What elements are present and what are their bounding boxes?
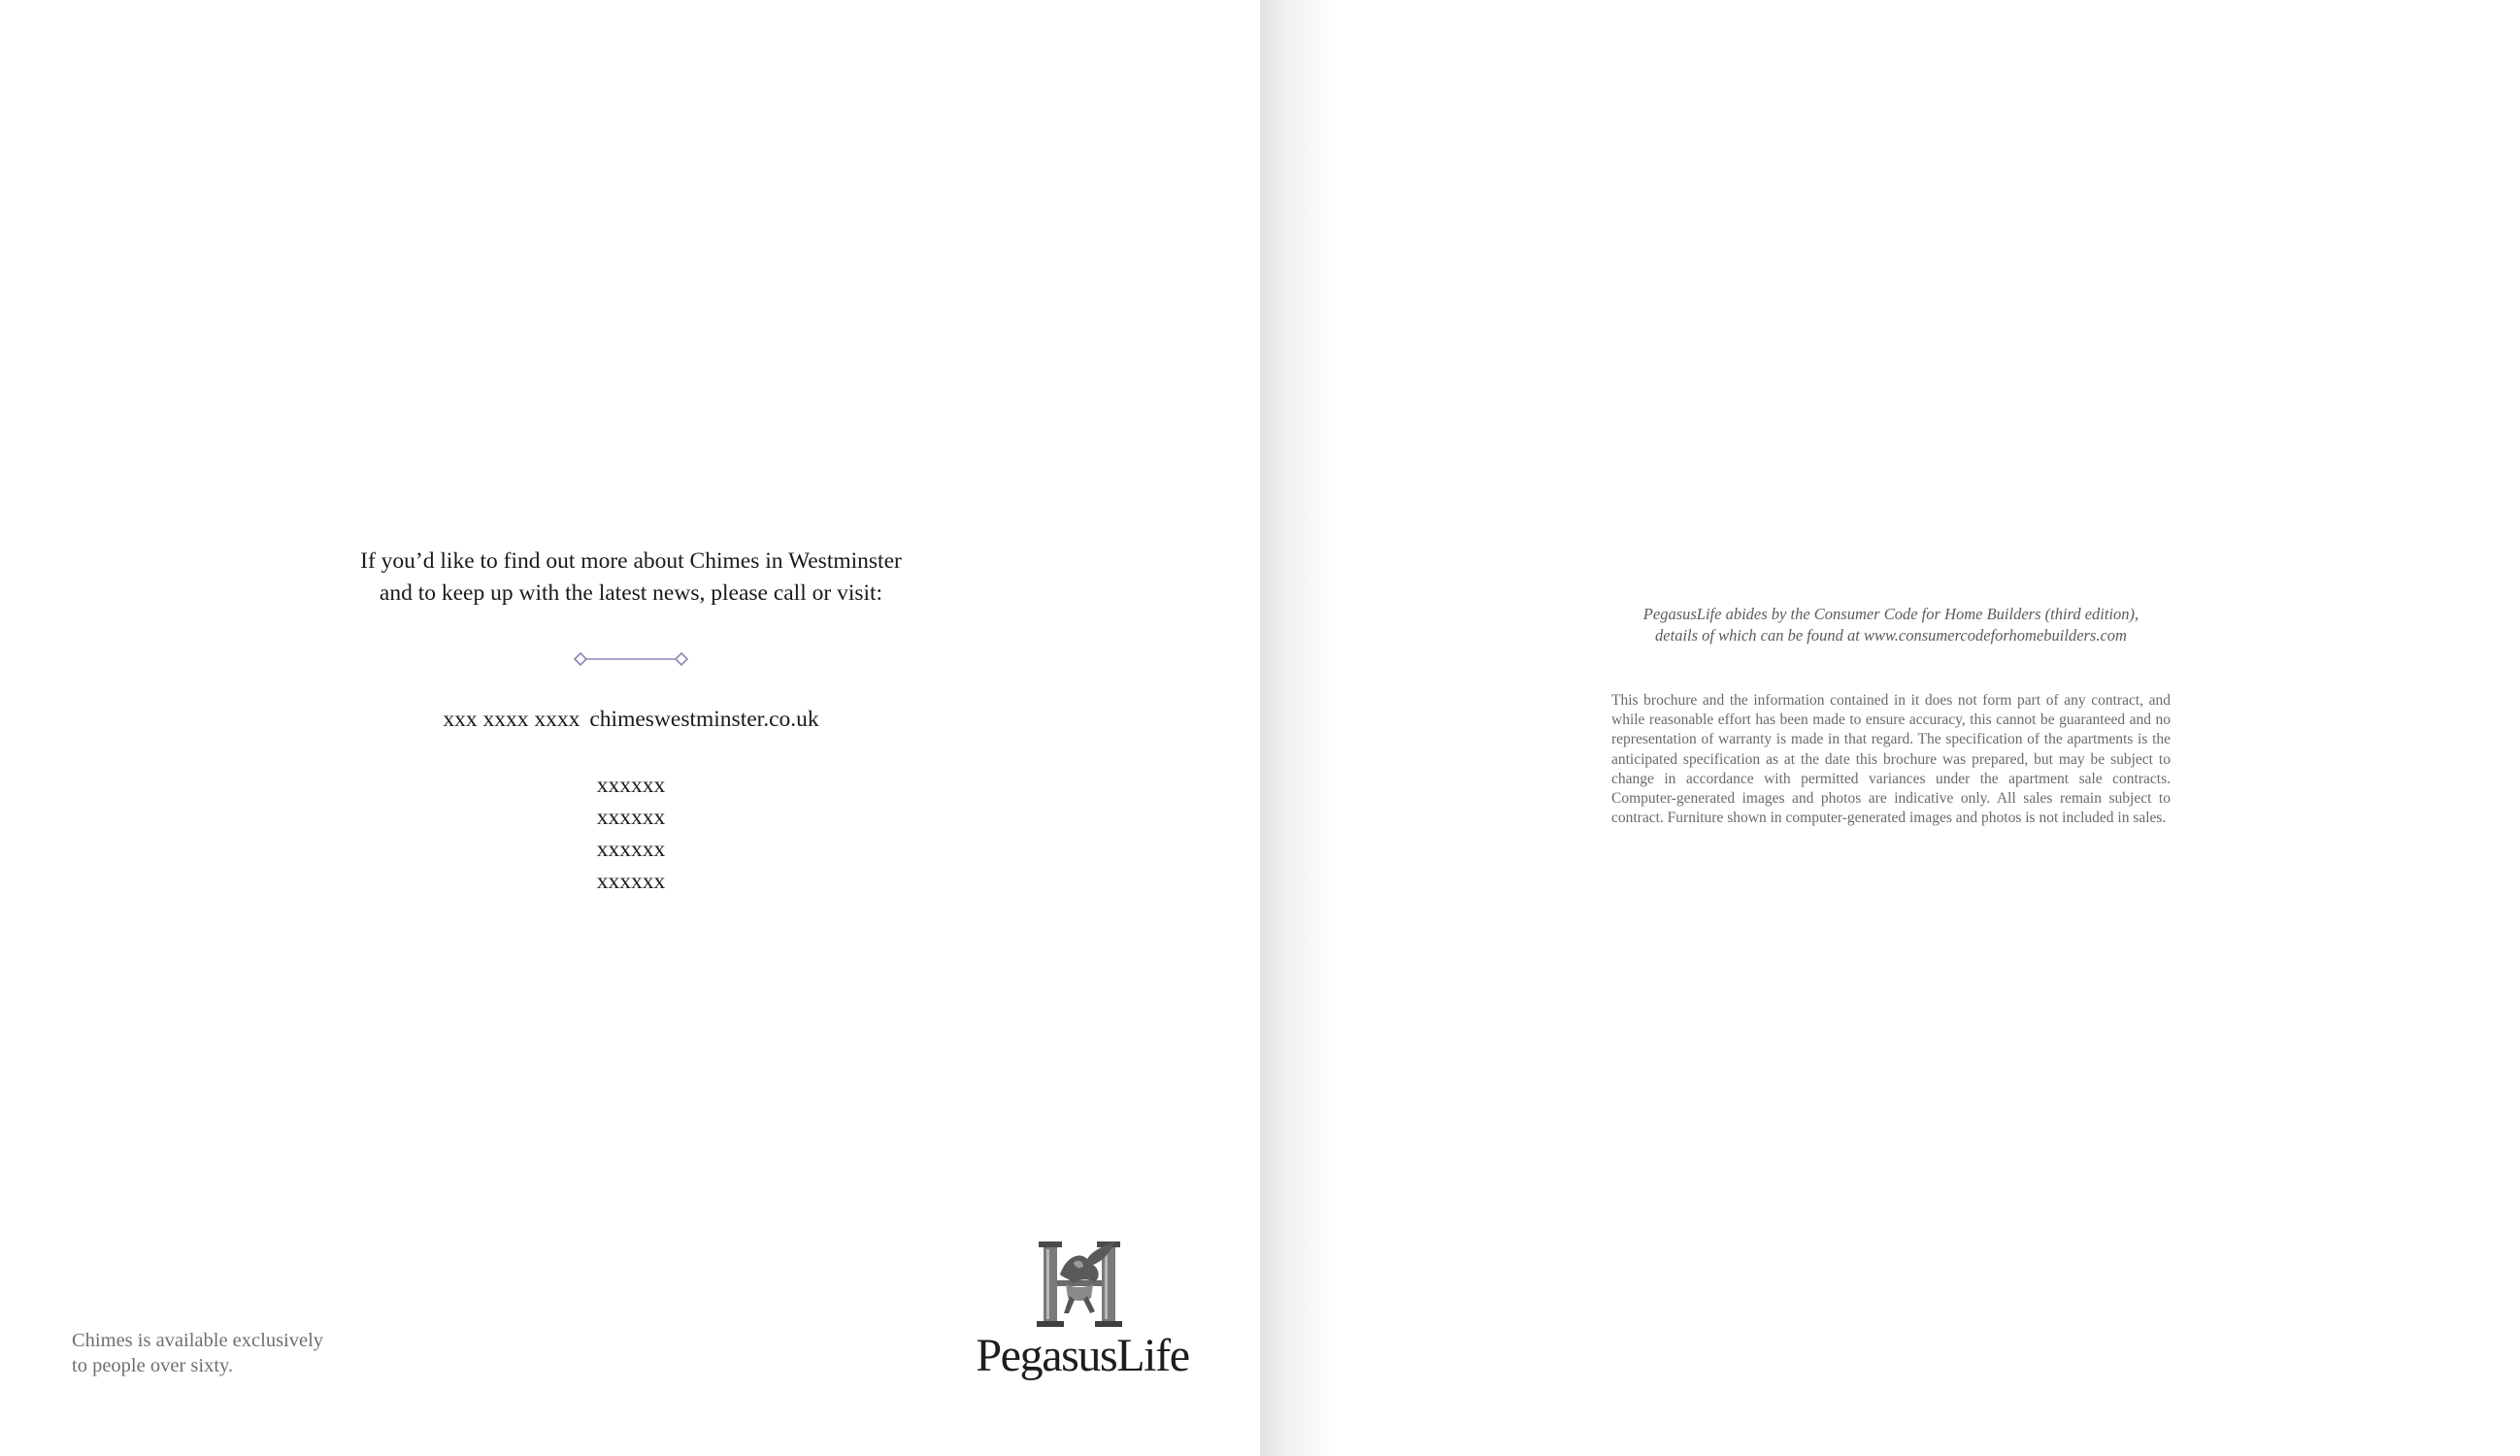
address-line-1: xxxxxx bbox=[596, 773, 666, 798]
eligibility-note bbox=[72, 1328, 421, 1378]
intro-line-1: If you’d like to find out more about Chimes in Westminster bbox=[360, 548, 902, 574]
website-link[interactable]: chimeswestminster.co.uk bbox=[589, 707, 819, 732]
address-line-4: xxxxxx bbox=[596, 869, 666, 894]
address-line-2: xxxxxx bbox=[596, 805, 666, 830]
logo-wordmark: PegasusLife bbox=[976, 1330, 1189, 1381]
intro-line-2: and to keep up with the latest news, please call or visit: bbox=[379, 580, 883, 606]
legal-disclaimer: This brochure and the information contained in it does not form part of any contract, and while reasonable effort has been made to ensure accuracy, this cannot be guaranteed and no representation of warranty is made in that regard. The specification of the apartments is the anticipated specification as at the date this brochure was prepared, but may be subject to change in accordance with permitted variances under the apartment sale contracts. Computer-generated images and photos are indicative only. All sales remain subject to contract. Furniture shown in computer-generated images and photos is not included in sales. bbox=[1611, 692, 2171, 827]
gutter-shadow bbox=[1260, 0, 1338, 1456]
eligibility-line-2: to people over sixty. bbox=[72, 1355, 234, 1376]
intro-text bbox=[291, 546, 971, 610]
eligibility-line-1: Chimes is available exclusively bbox=[72, 1330, 324, 1351]
consumer-code-note bbox=[1609, 604, 2172, 646]
phone-number: xxx xxxx xxxx bbox=[443, 707, 580, 732]
pegasus-crest-icon bbox=[1031, 1240, 1128, 1329]
right-page bbox=[1260, 0, 2520, 1456]
address-line-3: xxxxxx bbox=[596, 837, 666, 862]
contact-line bbox=[291, 707, 971, 733]
consumer-code-line-2: details of which can be found at www.consumercodeforhomebuilders.com bbox=[1655, 626, 2127, 645]
divider-ornament bbox=[573, 648, 689, 670]
address-block bbox=[485, 770, 777, 898]
consumer-code-line-1: PegasusLife abides by the Consumer Code for Home Builders (third edition), bbox=[1642, 605, 2139, 623]
